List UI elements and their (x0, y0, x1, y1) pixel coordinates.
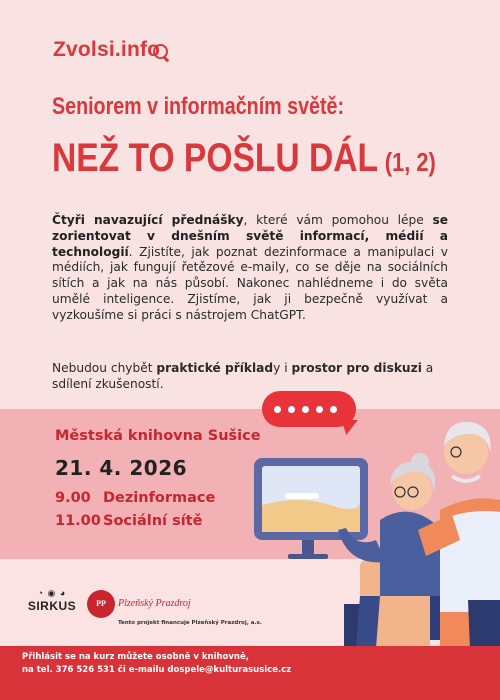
footer-line-2[interactable]: na tel. 376 526 531 či e-mailu dospele@kulturasusice.cz (22, 664, 292, 675)
footer-line-1: Přihlásit se na kurz můžete osobně v knihovně, (22, 652, 249, 662)
prazdroj-badge-icon: PP (87, 590, 115, 618)
practical-mid: y i (273, 361, 292, 375)
intro-rest: . Zjistíte, jak poznat dezinformace a manipulaci v médiích, jak fungují řetězové e-maily, co se děje na sociálních sítích a jak na nás působí. Nakonec nahlédneme i do světa umělé inteligence. Zjistíme, jak ji bezpečně využívat a vyzkoušíme si práci s nástrojem ChatGPT. (52, 244, 448, 322)
title-line-1: Seniorem v informačním světě: (52, 93, 345, 120)
sirkus-wordmark: SIRKUS (27, 599, 77, 613)
intro-lead-rest: , které vám pomohou lépe (243, 213, 433, 227)
session-topic: Sociální sítě (103, 513, 203, 529)
prazdroj-logo: Plzeňský Prazdroj (118, 598, 191, 609)
practical-suffix: a sdílení zkušeností. (52, 361, 434, 391)
practical-discussion: prostor pro diskuzi (291, 361, 422, 375)
session-time: 11.00 (55, 513, 101, 529)
sirkus-faces-icon: ◔ ◉ ◕ (37, 588, 67, 598)
funding-note: Tento projekt financuje Plzeňský Prazdroj, a.s. (118, 620, 262, 626)
practical-examples: praktické příklad (156, 361, 274, 375)
title-main: NEŽ TO POŠLU DÁL (52, 136, 379, 180)
session-topic: Dezinformace (103, 490, 216, 506)
intro-focus: se zorientovat v dnešním světě informací, médií a technologií (52, 213, 448, 259)
zvolsi-logo[interactable]: Zvolsi.info (53, 38, 161, 61)
title-suffix: (1, 2) (384, 147, 436, 177)
practical-prefix: Nebudou chybět (52, 361, 157, 375)
venue: Městská knihovna Sušice (55, 428, 261, 444)
sirkus-logo (22, 588, 82, 613)
intro-lead: Čtyři navazující přednášky (52, 213, 244, 227)
event-date: 21. 4. 2026 (55, 456, 188, 480)
footer-contact (22, 651, 322, 676)
session-time: 9.00 (55, 490, 91, 506)
